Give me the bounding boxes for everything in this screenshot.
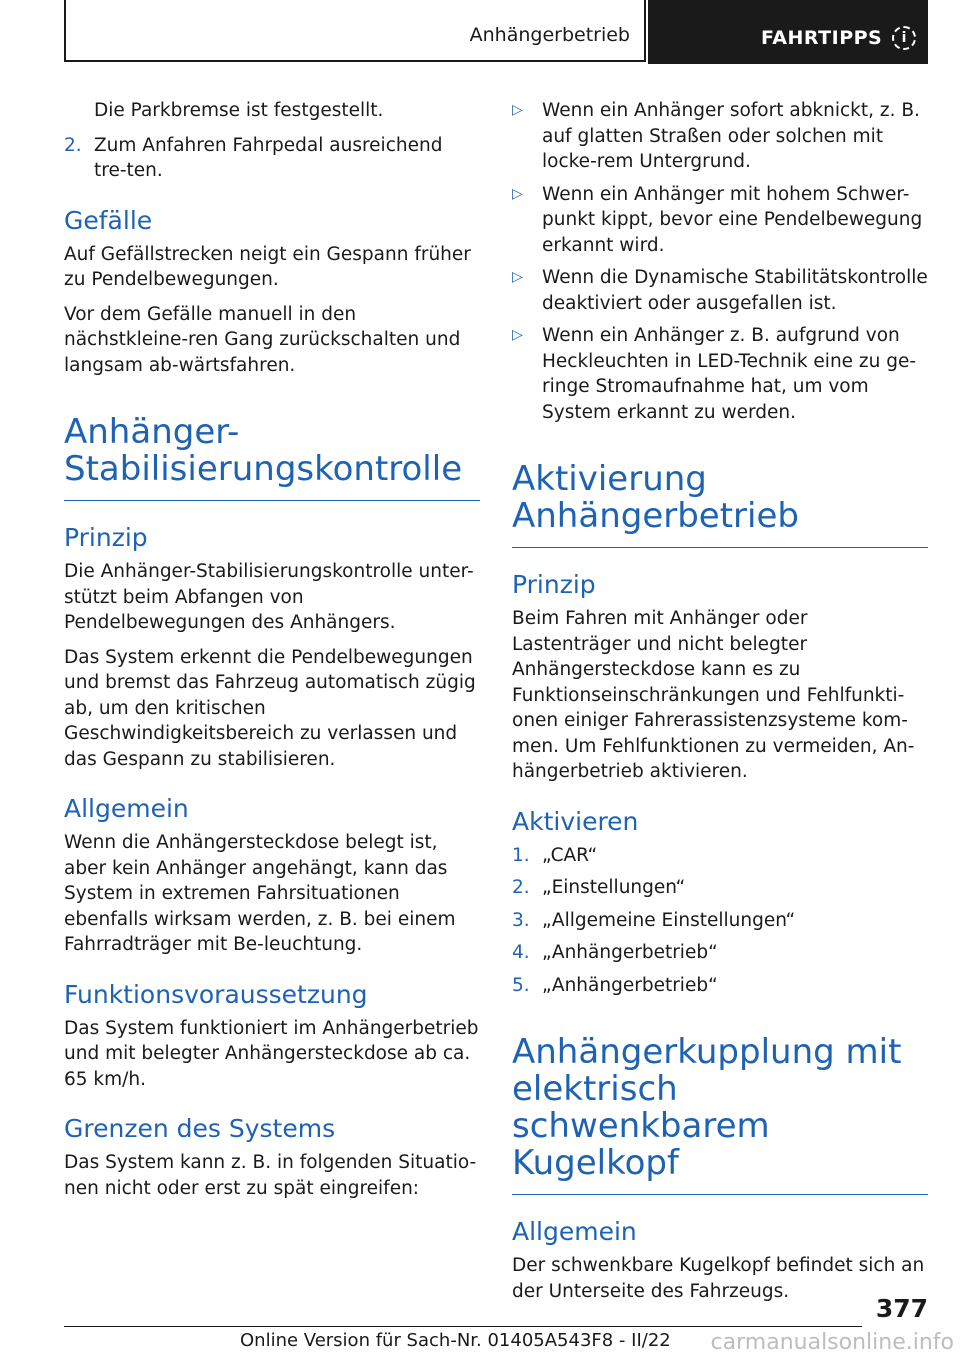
section-title-stabilisierung: Anhänger-Stabilisierungskontrolle <box>64 414 480 501</box>
heading-prinzip: Prinzip <box>64 523 148 552</box>
bullet-text: Wenn ein Anhänger mit hohem Schwer-punkt kippt, bevor eine Pendelbewegung erkannt wird. <box>542 183 923 256</box>
bullet-triangle-icon: ▷ <box>512 102 523 118</box>
heading-allgemein: Allgemein <box>512 1217 637 1246</box>
step-text: „Einstellungen“ <box>542 877 686 898</box>
paragraph: Vor dem Gefälle manuell in den nächstkleine-ren Gang zurückschalten und langsam ab-wärtsfahren. <box>64 303 461 376</box>
bullet-text: Wenn ein Anhänger z. B. aufgrund von Heckleuchten in LED-Technik eine zu ge-ringe Stromaufnahme hat, um vom System erkannt zu werden. <box>542 325 917 423</box>
heading-prinzip: Prinzip <box>512 570 596 599</box>
paragraph: Beim Fahren mit Anhänger oder Lastenträger und nicht belegter Anhängersteckdose kann es zu Funktionseinschränkungen und Fehlfunkti-onen einiger Fahrerassistenzsysteme kom-men. Um Fehlfunktionen zu vermeiden, An-hängerbetrieb aktivieren. <box>512 608 915 782</box>
heading-grenzen: Grenzen des Systems <box>64 1114 336 1143</box>
heading-funktionsvoraussetzung: Funktionsvoraussetzung <box>64 979 368 1009</box>
bullet-text: Wenn ein Anhänger sofort abknickt, z. B. auf glatten Straßen oder solchen mit locke-rem Untergrund. <box>542 100 920 172</box>
step-number: 2. <box>64 134 82 156</box>
page-header <box>64 0 928 64</box>
paragraph: Das System kann z. B. in folgenden Situatio-nen nicht oder erst zu spät eingreifen: <box>64 1152 477 1199</box>
chapter-tab <box>648 0 928 64</box>
paragraph: Das System erkennt die Pendelbewegungen und bremst das Fahrzeug automatisch zügig ab, um den kritischen Geschwindigkeitsbereich zu verlassen und das Gespann zu stabilisieren. <box>64 646 476 770</box>
step-number: 2. <box>512 877 530 898</box>
paragraph: Auf Gefällstrecken neigt ein Gespann früher zu Pendelbewegungen. <box>64 243 471 290</box>
page-number: 377 <box>875 1294 928 1323</box>
right-column <box>512 98 928 1313</box>
heading-gefaelle: Gefälle <box>64 205 153 235</box>
step-number: 5. <box>512 974 530 996</box>
step-number: 3. <box>512 909 530 931</box>
paragraph: Der schwenkbare Kugelkopf befindet sich an der Unterseite des Fahrzeugs. <box>512 1255 925 1302</box>
list-item <box>512 940 928 966</box>
step-text: Zum Anfahren Fahrpedal ausreichend tre-ten. <box>94 134 443 181</box>
step-text: „CAR“ <box>542 844 598 866</box>
footer-divider <box>64 1326 862 1327</box>
bullet-triangle-icon: ▷ <box>512 185 523 202</box>
step-text: „Anhängerbetrieb“ <box>542 942 718 963</box>
paragraph: Wenn die Anhängersteckdose belegt ist, aber kein Anhänger angehängt, kann das System in extremen Fahrsituationen ebenfalls wirksam werden, z. B. bei einem Fahrradträger mit Be-leuchtung. <box>64 832 456 955</box>
paragraph: Die Anhänger-Stabilisierungskontrolle unter-stützt beim Abfangen von Pendelbewegungen des Anhängers. <box>64 561 474 633</box>
step-text: „Allgemeine Einstellungen“ <box>542 909 796 931</box>
section-title-kupplung: Anhängerkupplung mit elektrisch schwenkbarem Kugelkopf <box>512 1034 928 1195</box>
list-item <box>512 875 928 901</box>
list-item <box>64 133 480 184</box>
section-tab <box>64 0 646 62</box>
watermark: carmanualsonline.info <box>710 1330 954 1355</box>
list-item <box>512 973 928 999</box>
step-number: 1. <box>512 844 530 866</box>
left-column <box>64 98 480 1210</box>
step-text: „Anhängerbetrieb“ <box>542 974 718 996</box>
list-item <box>512 98 928 175</box>
step-number: 4. <box>512 942 530 963</box>
heading-aktivieren: Aktivieren <box>512 806 639 836</box>
bullet-triangle-icon: ▷ <box>512 269 523 285</box>
section-title-aktivierung: Aktivierung Anhängerbetrieb <box>512 461 928 548</box>
list-item <box>512 843 928 869</box>
heading-allgemein: Allgemein <box>64 794 189 823</box>
list-item <box>512 908 928 934</box>
list-item <box>512 182 928 259</box>
section-title: Anhängerbetrieb <box>469 24 630 46</box>
intro-line: Die Parkbremse ist festgestellt. <box>94 100 384 121</box>
chapter-title: FAHRTIPPS <box>761 27 883 49</box>
bullet-text: Wenn die Dynamische Stabilitätskontrolle deaktiviert oder ausgefallen ist. <box>542 267 928 314</box>
paragraph: Das System funktioniert im Anhängerbetrieb und mit belegter Anhängersteckdose ab ca. 65 km/h. <box>64 1017 479 1090</box>
list-item <box>512 265 928 316</box>
bullet-triangle-icon: ▷ <box>512 327 523 343</box>
info-icon: i <box>892 26 916 50</box>
list-item <box>512 323 928 425</box>
online-version-note: Online Version für Sach-Nr. 01405A543F8 - II/22 <box>240 1330 671 1351</box>
